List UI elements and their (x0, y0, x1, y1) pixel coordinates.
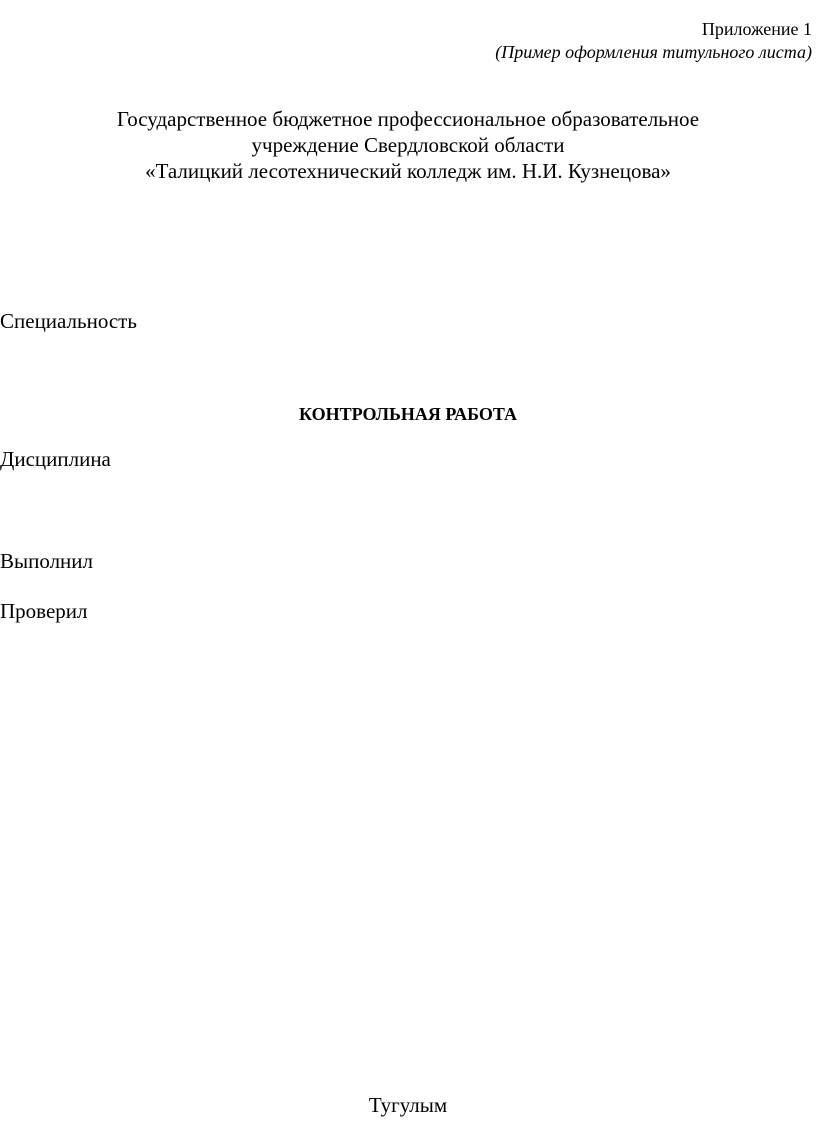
appendix-note: (Пример оформления титульного листа) (495, 42, 812, 62)
performed-by-label: Выполнил (0, 549, 94, 573)
checked-by-label: Проверил (0, 599, 88, 623)
city-name: Тугулым (368, 1093, 448, 1117)
specialty-label: Специальность (0, 309, 137, 333)
institution-name-line-2: учреждение Свердловской области (251, 133, 565, 157)
discipline-label: Дисциплина (0, 447, 111, 471)
appendix-label: Приложение 1 (701, 19, 812, 39)
institution-name-line-1: Государственное бюджетное профессиональное образовательное (116, 107, 700, 131)
institution-name-line-3: «Талицкий лесотехнический колледж им. Н.И. Кузнецова» (145, 159, 671, 183)
document-title: КОНТРОЛЬНАЯ РАБОТА (299, 404, 517, 424)
